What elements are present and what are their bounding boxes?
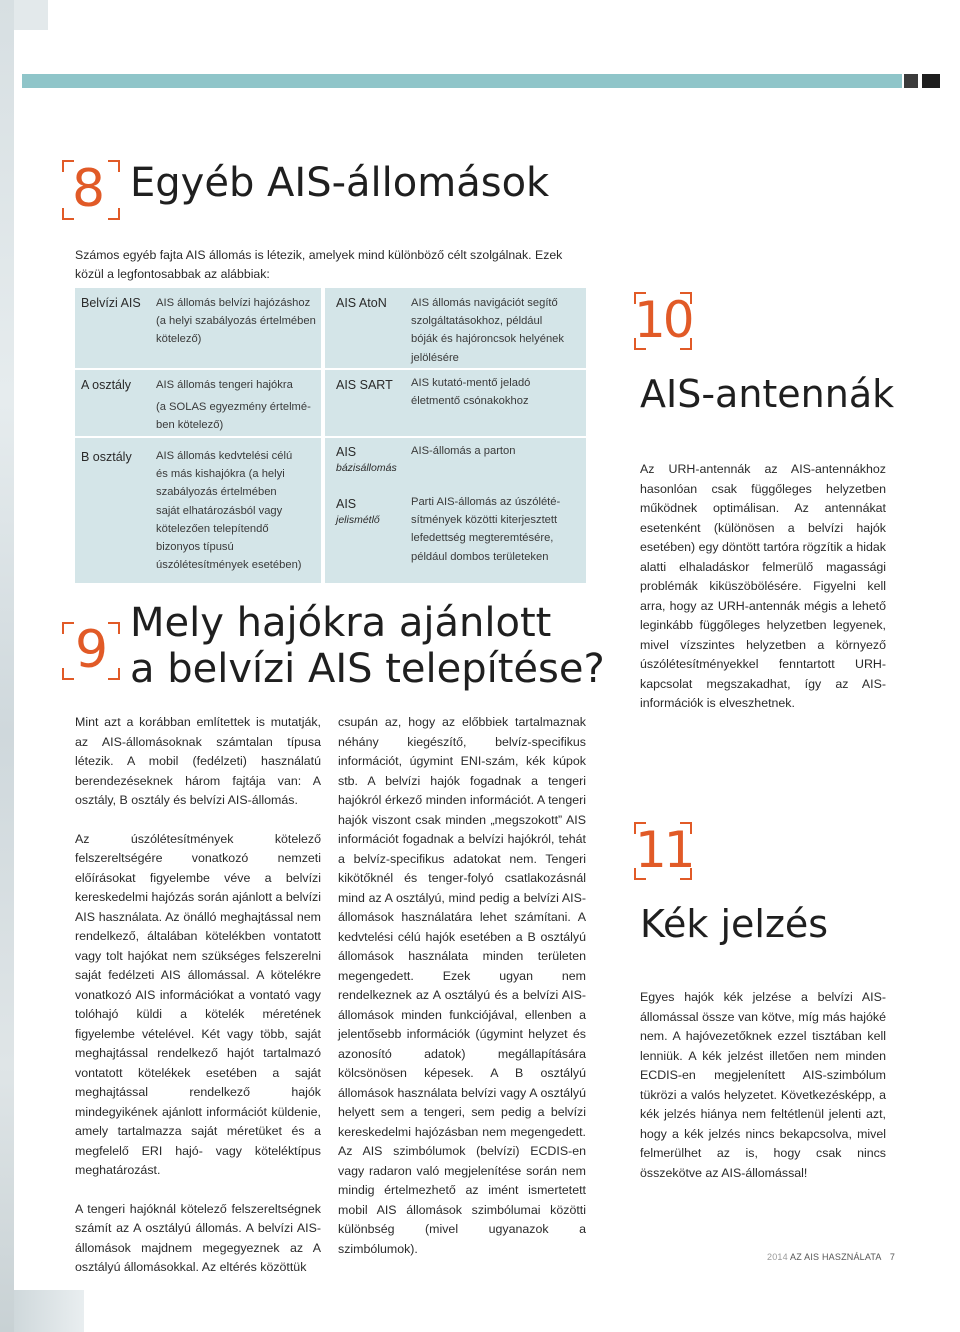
- intro-text-line: közül a legfontosabbak az alábbiak:: [75, 267, 270, 281]
- paragraph: A tengeri hajóknál kötelező felszereltségnek számít az A osztályú állomás. A belvízi AIS-állomások majdnem megegyeznek az A osztályú állomásokkal. Az eltérés közöttük: [75, 1201, 321, 1274]
- table-row-description: [411, 374, 586, 410]
- table-row-label: AIS AtoN: [336, 296, 387, 310]
- section-10-body: [640, 460, 886, 733]
- bracket-decoration: [108, 160, 120, 172]
- table-row-description: [411, 493, 586, 566]
- paragraph: csupán az, hogy az előbbiek tartalmaznak néhány kiegészítő, belvíz-specifikus információt, úgymint ENI-szám, kék kúpok stb. A belvízi hajók fogadnak a tengeri hajókról érkező minden információt. A tengeri hajók viszont csak minden „megszokott” AIS információt fogadnak a belvízi hajókról, tehát a belvíz-specifikus adatokat nem. Tengeri kikötőknél és tenger-folyó csatlakozásnál mind az A osztályú, mind pedig a belvízi AIS-állomások használatára lehet számítani. A kedvtelési célú hajók esetében a B osztályú állomások használata minden területen megengedett. Ezek ugyan nem rendelkeznek az A osztályú és a belvízi AIS-állomások minden funkciójával, ellenben a jelentősebb információk (úgymint helyzet és azonosító adatok) megállapítására kölcsönösen képesek. A B osztályú állomások használata belvízi vagy A osztályú helyett sem a tengeri, sem pedig a belvízi kereskedelmi hajózásban nem megengedett. Az AIS szimbólumok (belvízi) ECDIS-en vagy radaron való megjelenítése során nem mindig értelmezhető az imént ismertetett mobil AIS állomások szimbólumai közötti különbség (mivel ugyanazok a szimbólumok).: [338, 715, 586, 1256]
- section-11-body: [640, 988, 886, 1202]
- description-line: (a helyi szabályozás értelmében: [156, 315, 316, 328]
- table-row-label-main: AIS: [336, 497, 357, 511]
- description-line: és más kishajókra (a helyi: [156, 468, 285, 481]
- description-line: bizonyos típusú: [156, 541, 234, 554]
- section-9-number: [62, 622, 120, 680]
- table-row-label: [336, 496, 380, 528]
- section-number: 8: [72, 159, 106, 219]
- section-number: 11: [635, 821, 693, 879]
- section-8-number: [62, 160, 120, 220]
- bracket-decoration: [108, 208, 120, 220]
- bracket-decoration: [108, 668, 120, 680]
- table-divider: [75, 436, 321, 438]
- description-line: szabályozás értelmében: [156, 486, 277, 499]
- section-number: 9: [75, 620, 109, 680]
- description-line: AIS kutató-mentő jeladó: [411, 377, 531, 389]
- description-line: úszólétesítmények esetében): [156, 559, 302, 572]
- title-line: Mely hajókra ajánlott: [130, 600, 552, 646]
- description-line: bóják és hajóroncsok helyének: [411, 333, 564, 346]
- bracket-decoration: [62, 622, 74, 634]
- description-line: (a SOLAS egyezmény értelmé-: [156, 401, 311, 414]
- title-line: a belvízi AIS telepítése?: [130, 646, 605, 692]
- section-9-title: [130, 600, 605, 692]
- table-row-label: B osztály: [81, 450, 132, 464]
- paragraph: Az úszólétesítmények kötelező felszereltségére vonatkozó nemzeti előírásokat figyelembe véve a belvízi kereskedelmi hajózás során ajánlott a belvízi AIS használata. Az önálló meghajtással nem rendelkező, általában kötelékben vontatott vagy tolt hajókat nem szükséges felszerelni saját fedélzeti AIS állomással. A kötelékre vonatkozó AIS információkat a vontató vagy tolóhajó küldi a kötelék méretének figyelembe vételével. Két vagy több, saját meghajtással rendelkező hajót tartalmazó vontatott kötelékek esetében a saját meghajtással rendelkező hajók mindegyikének ajánlott információt küldenie, amely tartalmazza saját méretüket és a megfelelő ERI hajó- vagy köteléktípus meghatározást.: [75, 831, 321, 1177]
- table-divider: [325, 436, 586, 438]
- section-8-title: Egyéb AIS-állomások: [130, 160, 550, 206]
- section-11-title: Kék jelzés: [640, 902, 829, 946]
- section-10-title: AIS-antennák: [640, 372, 895, 416]
- table-row-label-sub: jelismétlő: [336, 514, 380, 526]
- description-line: AIS állomás kedvtelési célú: [156, 450, 293, 462]
- top-accent-bar: [22, 74, 902, 88]
- table-row-label-main: AIS: [336, 445, 357, 459]
- paragraph: Mint azt a korábban említettek is mutatják, az AIS-állomásoknak számtalan típusa létezik. A mobil (fedélzeti) használatú berendezéseknek három fajtája van: A osztály, B osztály és belvízi AIS-állomás.: [75, 715, 321, 807]
- description-line: saját elhatározásból vagy: [156, 504, 283, 517]
- intro-text-line: Számos egyéb fajta AIS állomás is létezik, amelyek mind különböző célt szolgálnak. Ezek: [75, 248, 563, 262]
- decorative-water-strip: [0, 0, 14, 1332]
- page-footer: [767, 1252, 895, 1262]
- table-row-label: [336, 444, 397, 476]
- bracket-decoration: [108, 622, 120, 634]
- ais-station-types-table: [75, 288, 586, 583]
- table-divider: [75, 368, 321, 370]
- decorative-water-bottom: [14, 1290, 84, 1332]
- description-line: lefedettség megteremtésére,: [411, 532, 554, 545]
- top-accent-block: [922, 74, 940, 88]
- description-line: például dombos területeken: [411, 550, 549, 563]
- description-line: AIS-állomás a parton: [411, 445, 516, 457]
- table-row-description: [156, 447, 326, 574]
- description-line: életmentő csónakokhoz: [411, 395, 529, 408]
- description-line: szolgáltatásokhoz, például: [411, 315, 543, 328]
- section-9-column-1: [75, 713, 321, 1297]
- section-11-number: [634, 822, 692, 880]
- description-line: AIS állomás tengeri hajókra: [156, 379, 293, 391]
- description-line: sítmények közötti kiterjesztett: [411, 514, 558, 527]
- footer-title: AZ AIS HASZNÁLATA: [790, 1252, 882, 1262]
- description-line: ben kötelező): [156, 419, 224, 432]
- description-line: jelölésére: [411, 351, 459, 364]
- paragraph: Az URH-antennák az AIS-antennákhoz hasonlóan csak függőleges helyzetben működnek optimálisan. Az antennákat esetenként (különösen a belvízi hajók esetében) egy döntött tartóra rögzítik a hidak alatti elhaladáskor felmerülő magassági problémák kiküszöbölésére. Figyelni kell arra, hogy az URH-antennák mégis a lehető leginkább függőleges helyzetben legyenek, mivel vízszintes helyzetben a környező úszólétesítményekkel fenntartott URH-kapcsolat megszakadhat, így az AIS-információk is elveszhetnek.: [640, 462, 886, 710]
- table-row-label: A osztály: [81, 378, 132, 392]
- table-row-label: AIS SART: [336, 378, 393, 392]
- description-line: Parti AIS-állomás az úszólété-: [411, 496, 561, 508]
- section-10-number: [634, 292, 692, 350]
- description-line: kötelező): [156, 333, 202, 346]
- decorative-water-corner: [14, 0, 48, 30]
- section-number: 10: [634, 291, 692, 349]
- table-row-label: Belvízi AIS: [81, 296, 141, 310]
- paragraph: Egyes hajók kék jelzése a belvízi AIS-állomással össze van kötve, míg más hajóké nem. A hajóvezetőknek ezzel tisztában kell lenniük. A kék jelzést illetően nem minden ECDIS-en megjelenített AIS-szimbólum tükrözi a valós helyzetet. Következésképp, a kék jelzés hiánya nem feltétlenül jelenti azt, hogy a kék jelzés nincs bekapcsolva, mivel felmerülhet az is, hogy csak nincs összekötve az AIS-állomással!: [640, 990, 886, 1180]
- table-row-label-sub: bázisállomás: [336, 462, 397, 474]
- table-divider: [325, 368, 586, 370]
- footer-year: 2014: [767, 1252, 788, 1262]
- table-row-description: [411, 442, 586, 460]
- description-line: AIS állomás navigációt segítő: [411, 297, 558, 309]
- bracket-decoration: [62, 668, 74, 680]
- section-9-column-2: [338, 713, 586, 1278]
- table-row-description: [411, 294, 586, 367]
- top-accent-block: [904, 74, 918, 88]
- description-line: kötelezően telepítendő: [156, 522, 269, 535]
- page-number: 7: [889, 1252, 896, 1262]
- table-row-description: [156, 376, 326, 435]
- description-line: AIS állomás belvízi hajózáshoz: [156, 297, 311, 309]
- table-row-description: [156, 294, 326, 349]
